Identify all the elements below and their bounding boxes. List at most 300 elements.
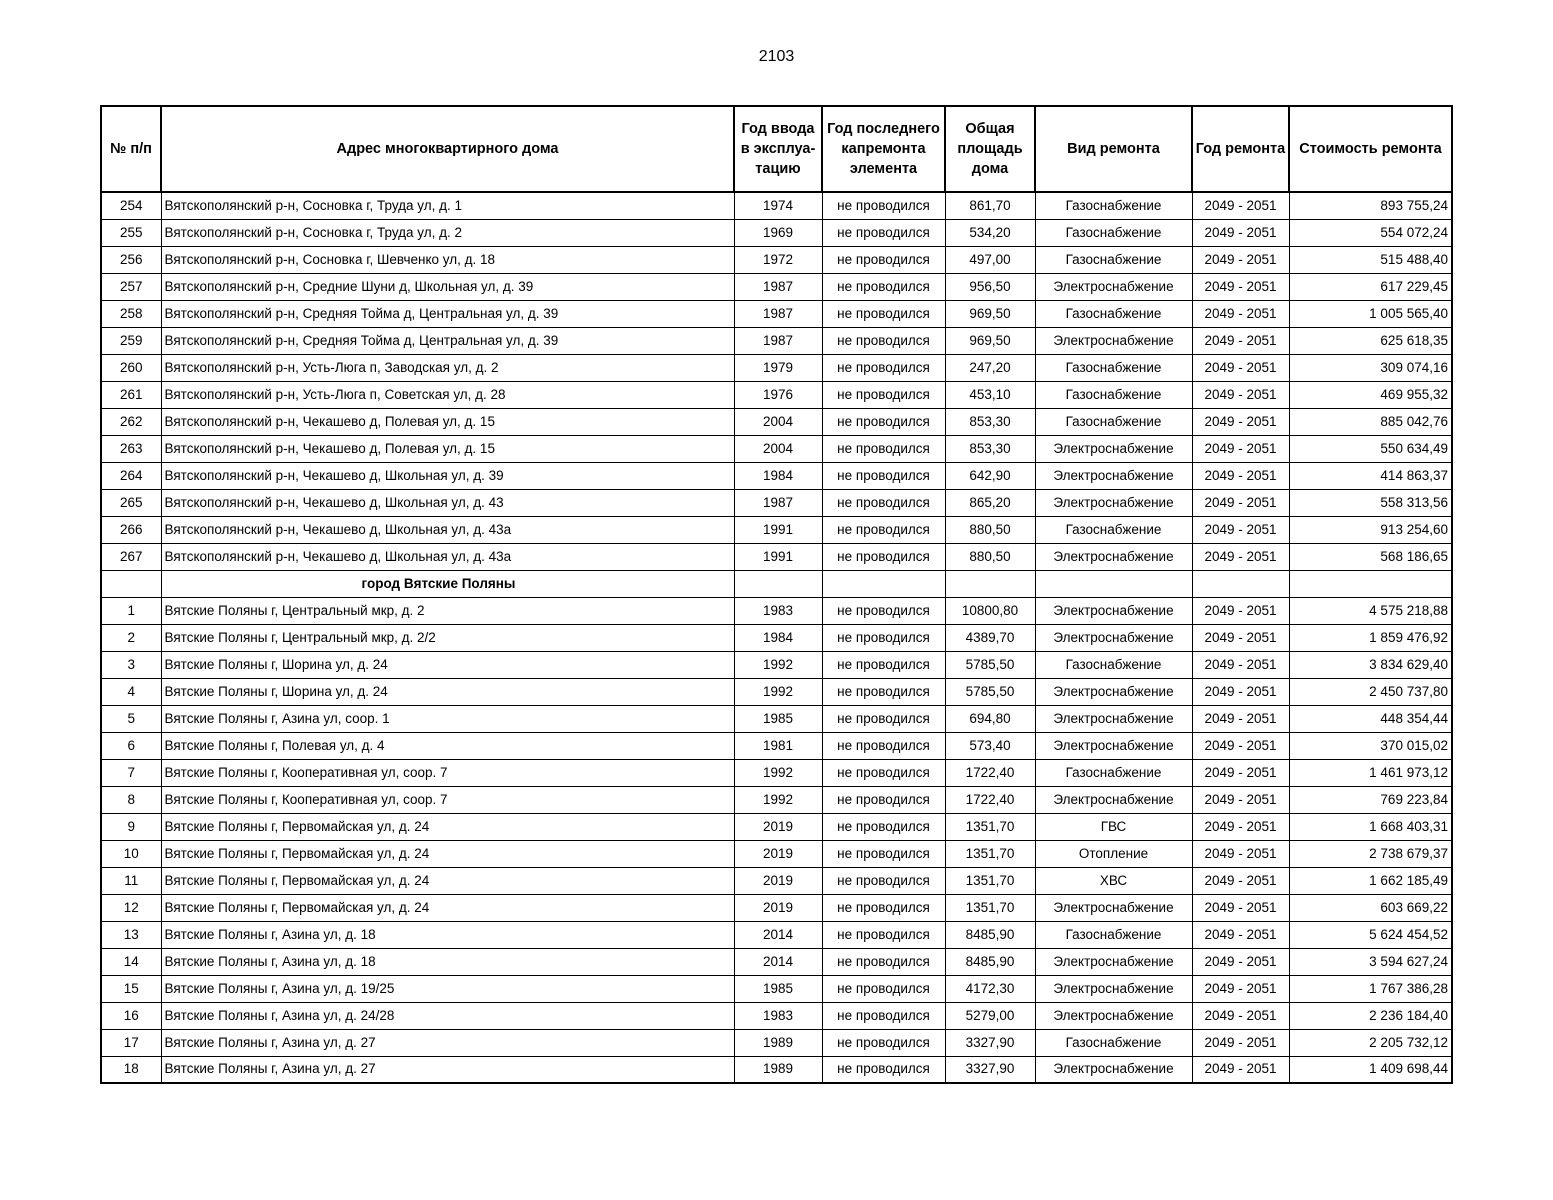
cell-year-built: 1992 [734, 651, 822, 678]
cell-address: Вятские Поляны г, Азина ул, д. 27 [161, 1029, 734, 1056]
cell-address: Вятскополянский р-н, Чекашево д, Школьная ул, д. 43а [161, 516, 734, 543]
cell-cost: 1 668 403,31 [1289, 813, 1452, 840]
table-row [101, 543, 1452, 570]
cell-repair-type: Электроснабжение [1035, 786, 1192, 813]
cell-last-repair: не проводился [822, 273, 945, 300]
repair-table [100, 105, 1453, 1084]
cell-address: Вятские Поляны г, Центральный мкр, д. 2/2 [161, 624, 734, 651]
cell-repair-year: 2049 - 2051 [1192, 948, 1289, 975]
cell-repair-year: 2049 - 2051 [1192, 651, 1289, 678]
cell-last-repair: не проводился [822, 516, 945, 543]
cell-cost: 913 254,60 [1289, 516, 1452, 543]
cell-year-built: 1992 [734, 678, 822, 705]
page-number: 2103 [758, 48, 795, 65]
cell-address: Вятскополянский р-н, Чекашево д, Школьная ул, д. 43 [161, 489, 734, 516]
cell-address: Вятские Поляны г, Кооперативная ул, соор. 7 [161, 786, 734, 813]
cell-num: 262 [101, 408, 161, 435]
cell-repair-year: 2049 - 2051 [1192, 975, 1289, 1002]
cell-repair-type: Электроснабжение [1035, 327, 1192, 354]
cell-repair-year: 2049 - 2051 [1192, 489, 1289, 516]
cell-address: Вятскополянский р-н, Средние Шуни д, Школьная ул, д. 39 [161, 273, 734, 300]
cell-repair-year: 2049 - 2051 [1192, 543, 1289, 570]
cell-last-repair: не проводился [822, 408, 945, 435]
cell-repair-year: 2049 - 2051 [1192, 1029, 1289, 1056]
cell-year-built: 1987 [734, 273, 822, 300]
cell-area: 861,70 [945, 192, 1035, 219]
header-cost: Стоимость ремонта [1289, 106, 1452, 192]
cell-address: Вятскополянский р-н, Усть-Люга п, Советская ул, д. 28 [161, 381, 734, 408]
table-row [101, 435, 1452, 462]
cell-last-repair: не проводился [822, 651, 945, 678]
cell-cost: 603 669,22 [1289, 894, 1452, 921]
cell-num: 256 [101, 246, 161, 273]
cell-repair-type: Отопление [1035, 840, 1192, 867]
cell-last-repair: не проводился [822, 597, 945, 624]
cell-repair-year: 2049 - 2051 [1192, 759, 1289, 786]
cell-cost: 515 488,40 [1289, 246, 1452, 273]
cell-address: Вятскополянский р-н, Усть-Люга п, Заводская ул, д. 2 [161, 354, 734, 381]
cell-num: 265 [101, 489, 161, 516]
cell-num: 14 [101, 948, 161, 975]
cell-repair-type: Газоснабжение [1035, 300, 1192, 327]
cell-num: 266 [101, 516, 161, 543]
cell-repair-year: 2049 - 2051 [1192, 1002, 1289, 1029]
cell-cost: 370 015,02 [1289, 732, 1452, 759]
cell-cost: 3 834 629,40 [1289, 651, 1452, 678]
cell-repair-type: Электроснабжение [1035, 543, 1192, 570]
cell-repair-type: Газоснабжение [1035, 1029, 1192, 1056]
cell-year-built: 1974 [734, 192, 822, 219]
cell-area: 969,50 [945, 327, 1035, 354]
cell-area: 8485,90 [945, 948, 1035, 975]
cell-cost: 568 186,65 [1289, 543, 1452, 570]
cell-repair-year: 2049 - 2051 [1192, 327, 1289, 354]
table-row [101, 327, 1452, 354]
cell-repair-type: Электроснабжение [1035, 705, 1192, 732]
cell-area: 853,30 [945, 435, 1035, 462]
cell-cost: 2 236 184,40 [1289, 1002, 1452, 1029]
cell-repair-year: 2049 - 2051 [1192, 354, 1289, 381]
cell-year-built: 1992 [734, 786, 822, 813]
cell-cost: 3 594 627,24 [1289, 948, 1452, 975]
table-row [101, 975, 1452, 1002]
table-row [101, 705, 1452, 732]
cell-repair-year: 2049 - 2051 [1192, 867, 1289, 894]
cell-num: 17 [101, 1029, 161, 1056]
cell-num: 3 [101, 651, 161, 678]
cell-last-repair: не проводился [822, 921, 945, 948]
cell-repair-type: Электроснабжение [1035, 732, 1192, 759]
cell-repair-type: Электроснабжение [1035, 1056, 1192, 1083]
cell-repair-type: Газоснабжение [1035, 354, 1192, 381]
cell-year-built: 1987 [734, 300, 822, 327]
cell-last-repair: не проводился [822, 894, 945, 921]
cell-num: 261 [101, 381, 161, 408]
cell-num: 259 [101, 327, 161, 354]
cell-area: 8485,90 [945, 921, 1035, 948]
cell-repair-type: Газоснабжение [1035, 192, 1192, 219]
cell-last-repair: не проводился [822, 246, 945, 273]
cell-area: 853,30 [945, 408, 1035, 435]
table-row [101, 786, 1452, 813]
cell-cost: 2 450 737,80 [1289, 678, 1452, 705]
table-row [101, 759, 1452, 786]
cell-repair-type: Газоснабжение [1035, 219, 1192, 246]
cell-last-repair: не проводился [822, 543, 945, 570]
cell-area: 497,00 [945, 246, 1035, 273]
table-row [101, 489, 1452, 516]
cell-last-repair: не проводился [822, 759, 945, 786]
cell-area: 1722,40 [945, 759, 1035, 786]
table-row [101, 624, 1452, 651]
table-row [101, 678, 1452, 705]
table-row [101, 354, 1452, 381]
cell-last-repair: не проводился [822, 1002, 945, 1029]
cell-year-built: 1972 [734, 246, 822, 273]
cell-last-repair: не проводился [822, 840, 945, 867]
cell-address: Вятские Поляны г, Первомайская ул, д. 24 [161, 813, 734, 840]
cell-repair-type: Газоснабжение [1035, 921, 1192, 948]
cell-year-built: 1976 [734, 381, 822, 408]
cell-repair-type: Электроснабжение [1035, 894, 1192, 921]
section-empty-cell [1289, 570, 1452, 597]
cell-area: 1351,70 [945, 894, 1035, 921]
cell-area: 642,90 [945, 462, 1035, 489]
cell-num: 18 [101, 1056, 161, 1083]
cell-year-built: 2004 [734, 435, 822, 462]
table-row [101, 813, 1452, 840]
cell-address: Вятские Поляны г, Шорина ул, д. 24 [161, 651, 734, 678]
cell-year-built: 2019 [734, 867, 822, 894]
cell-address: Вятские Поляны г, Азина ул, д. 18 [161, 921, 734, 948]
header-address: Адрес многоквартирного дома [161, 106, 734, 192]
cell-cost: 414 863,37 [1289, 462, 1452, 489]
cell-repair-year: 2049 - 2051 [1192, 408, 1289, 435]
cell-address: Вятские Поляны г, Центральный мкр, д. 2 [161, 597, 734, 624]
cell-repair-year: 2049 - 2051 [1192, 705, 1289, 732]
cell-address: Вятские Поляны г, Азина ул, д. 19/25 [161, 975, 734, 1002]
cell-area: 453,10 [945, 381, 1035, 408]
cell-cost: 448 354,44 [1289, 705, 1452, 732]
table-row [101, 867, 1452, 894]
cell-year-built: 1989 [734, 1029, 822, 1056]
cell-last-repair: не проводился [822, 489, 945, 516]
cell-year-built: 1985 [734, 975, 822, 1002]
cell-num: 13 [101, 921, 161, 948]
section-empty-cell [822, 570, 945, 597]
header-area: Общая площадь дома [945, 106, 1035, 192]
cell-cost: 558 313,56 [1289, 489, 1452, 516]
cell-year-built: 2014 [734, 921, 822, 948]
cell-area: 880,50 [945, 516, 1035, 543]
cell-repair-year: 2049 - 2051 [1192, 219, 1289, 246]
cell-year-built: 1981 [734, 732, 822, 759]
cell-cost: 469 955,32 [1289, 381, 1452, 408]
cell-repair-type: Электроснабжение [1035, 1002, 1192, 1029]
cell-last-repair: не проводился [822, 354, 945, 381]
cell-cost: 5 624 454,52 [1289, 921, 1452, 948]
cell-last-repair: не проводился [822, 867, 945, 894]
cell-cost: 550 634,49 [1289, 435, 1452, 462]
cell-num: 5 [101, 705, 161, 732]
cell-last-repair: не проводился [822, 327, 945, 354]
cell-last-repair: не проводился [822, 1056, 945, 1083]
cell-address: Вятскополянский р-н, Чекашево д, Школьная ул, д. 39 [161, 462, 734, 489]
cell-year-built: 1985 [734, 705, 822, 732]
cell-last-repair: не проводился [822, 435, 945, 462]
cell-address: Вятскополянский р-н, Сосновка г, Труда ул, д. 2 [161, 219, 734, 246]
cell-year-built: 1984 [734, 624, 822, 651]
cell-num: 257 [101, 273, 161, 300]
cell-cost: 625 618,35 [1289, 327, 1452, 354]
header-repair-year: Год ремонта [1192, 106, 1289, 192]
cell-cost: 554 072,24 [1289, 219, 1452, 246]
header-repair-type: Вид ремонта [1035, 106, 1192, 192]
section-empty-cell [945, 570, 1035, 597]
cell-last-repair: не проводился [822, 192, 945, 219]
cell-repair-year: 2049 - 2051 [1192, 381, 1289, 408]
table-row [101, 894, 1452, 921]
cell-repair-year: 2049 - 2051 [1192, 300, 1289, 327]
cell-year-built: 1989 [734, 1056, 822, 1083]
cell-area: 5785,50 [945, 678, 1035, 705]
cell-num: 6 [101, 732, 161, 759]
cell-address: Вятские Поляны г, Полевая ул, д. 4 [161, 732, 734, 759]
table-row [101, 246, 1452, 273]
cell-num: 16 [101, 1002, 161, 1029]
cell-repair-type: ГВС [1035, 813, 1192, 840]
header-last-repair: Год последнего капремонта элемента [822, 106, 945, 192]
cell-num: 9 [101, 813, 161, 840]
cell-cost: 4 575 218,88 [1289, 597, 1452, 624]
section-row [101, 570, 1452, 597]
cell-repair-year: 2049 - 2051 [1192, 840, 1289, 867]
cell-address: Вятские Поляны г, Первомайская ул, д. 24 [161, 840, 734, 867]
table-row [101, 1056, 1452, 1083]
table-row [101, 840, 1452, 867]
cell-area: 1722,40 [945, 786, 1035, 813]
cell-address: Вятские Поляны г, Азина ул, соор. 1 [161, 705, 734, 732]
cell-repair-year: 2049 - 2051 [1192, 921, 1289, 948]
cell-num: 254 [101, 192, 161, 219]
cell-last-repair: не проводился [822, 975, 945, 1002]
cell-last-repair: не проводился [822, 948, 945, 975]
cell-area: 534,20 [945, 219, 1035, 246]
cell-repair-type: Газоснабжение [1035, 246, 1192, 273]
cell-address: Вятскополянский р-н, Чекашево д, Полевая ул, д. 15 [161, 408, 734, 435]
table-row [101, 732, 1452, 759]
cell-address: Вятские Поляны г, Азина ул, д. 18 [161, 948, 734, 975]
table-row [101, 948, 1452, 975]
cell-last-repair: не проводился [822, 219, 945, 246]
cell-num: 4 [101, 678, 161, 705]
table-row [101, 651, 1452, 678]
cell-last-repair: не проводился [822, 462, 945, 489]
cell-area: 4389,70 [945, 624, 1035, 651]
cell-address: Вятские Поляны г, Шорина ул, д. 24 [161, 678, 734, 705]
cell-num: 2 [101, 624, 161, 651]
cell-area: 5279,00 [945, 1002, 1035, 1029]
cell-address: Вятскополянский р-н, Средняя Тойма д, Центральная ул, д. 39 [161, 327, 734, 354]
cell-year-built: 1991 [734, 516, 822, 543]
cell-area: 4172,30 [945, 975, 1035, 1002]
cell-repair-year: 2049 - 2051 [1192, 192, 1289, 219]
table-row [101, 381, 1452, 408]
cell-address: Вятскополянский р-н, Сосновка г, Шевченко ул, д. 18 [161, 246, 734, 273]
cell-area: 880,50 [945, 543, 1035, 570]
cell-address: Вятскополянский р-н, Чекашево д, Полевая ул, д. 15 [161, 435, 734, 462]
cell-cost: 1 409 698,44 [1289, 1056, 1452, 1083]
cell-cost: 1 461 973,12 [1289, 759, 1452, 786]
cell-year-built: 1992 [734, 759, 822, 786]
cell-last-repair: не проводился [822, 381, 945, 408]
cell-cost: 617 229,45 [1289, 273, 1452, 300]
header-row [101, 106, 1452, 192]
cell-repair-type: Электроснабжение [1035, 435, 1192, 462]
cell-cost: 2 738 679,37 [1289, 840, 1452, 867]
cell-repair-type: Электроснабжение [1035, 678, 1192, 705]
cell-year-built: 1984 [734, 462, 822, 489]
cell-cost: 1 767 386,28 [1289, 975, 1452, 1002]
cell-year-built: 1987 [734, 489, 822, 516]
cell-cost: 885 042,76 [1289, 408, 1452, 435]
cell-address: Вятские Поляны г, Азина ул, д. 27 [161, 1056, 734, 1083]
cell-repair-type: Электроснабжение [1035, 597, 1192, 624]
cell-cost: 769 223,84 [1289, 786, 1452, 813]
section-title: город Вятские Поляны [161, 570, 734, 597]
cell-num: 7 [101, 759, 161, 786]
cell-repair-type: Газоснабжение [1035, 516, 1192, 543]
table-body [101, 192, 1452, 1083]
cell-repair-year: 2049 - 2051 [1192, 894, 1289, 921]
cell-repair-year: 2049 - 2051 [1192, 273, 1289, 300]
cell-year-built: 1987 [734, 327, 822, 354]
cell-address: Вятскополянский р-н, Средняя Тойма д, Центральная ул, д. 39 [161, 300, 734, 327]
cell-cost: 2 205 732,12 [1289, 1029, 1452, 1056]
cell-repair-type: Газоснабжение [1035, 759, 1192, 786]
table-row [101, 219, 1452, 246]
cell-cost: 893 755,24 [1289, 192, 1452, 219]
cell-area: 10800,80 [945, 597, 1035, 624]
cell-last-repair: не проводился [822, 300, 945, 327]
cell-last-repair: не проводился [822, 678, 945, 705]
cell-area: 956,50 [945, 273, 1035, 300]
cell-num: 264 [101, 462, 161, 489]
cell-repair-type: Газоснабжение [1035, 381, 1192, 408]
cell-area: 3327,90 [945, 1056, 1035, 1083]
cell-num: 263 [101, 435, 161, 462]
cell-repair-type: Газоснабжение [1035, 408, 1192, 435]
cell-year-built: 2019 [734, 840, 822, 867]
cell-repair-year: 2049 - 2051 [1192, 435, 1289, 462]
section-empty-cell [1192, 570, 1289, 597]
cell-num: 1 [101, 597, 161, 624]
cell-num: 11 [101, 867, 161, 894]
cell-last-repair: не проводился [822, 786, 945, 813]
cell-repair-type: Электроснабжение [1035, 273, 1192, 300]
cell-repair-type: Газоснабжение [1035, 651, 1192, 678]
table-row [101, 462, 1452, 489]
header-year-built: Год ввода в эксплуа-тацию [734, 106, 822, 192]
cell-repair-type: Электроснабжение [1035, 975, 1192, 1002]
cell-repair-year: 2049 - 2051 [1192, 624, 1289, 651]
section-empty-cell [1035, 570, 1192, 597]
cell-year-built: 2019 [734, 894, 822, 921]
cell-address: Вятскополянский р-н, Сосновка г, Труда ул, д. 1 [161, 192, 734, 219]
cell-area: 1351,70 [945, 813, 1035, 840]
cell-repair-type: ХВС [1035, 867, 1192, 894]
cell-year-built: 1991 [734, 543, 822, 570]
cell-address: Вятскополянский р-н, Чекашево д, Школьная ул, д. 43а [161, 543, 734, 570]
cell-area: 3327,90 [945, 1029, 1035, 1056]
cell-last-repair: не проводился [822, 732, 945, 759]
cell-address: Вятские Поляны г, Азина ул, д. 24/28 [161, 1002, 734, 1029]
cell-repair-type: Электроснабжение [1035, 462, 1192, 489]
cell-num: 12 [101, 894, 161, 921]
cell-year-built: 1983 [734, 1002, 822, 1029]
cell-repair-type: Электроснабжение [1035, 948, 1192, 975]
cell-repair-year: 2049 - 2051 [1192, 732, 1289, 759]
cell-area: 865,20 [945, 489, 1035, 516]
table-row [101, 921, 1452, 948]
cell-repair-year: 2049 - 2051 [1192, 597, 1289, 624]
header-num: № п/п [101, 106, 161, 192]
cell-repair-year: 2049 - 2051 [1192, 786, 1289, 813]
cell-cost: 1 859 476,92 [1289, 624, 1452, 651]
cell-year-built: 1969 [734, 219, 822, 246]
cell-num: 260 [101, 354, 161, 381]
cell-repair-year: 2049 - 2051 [1192, 516, 1289, 543]
table-row [101, 516, 1452, 543]
cell-area: 247,20 [945, 354, 1035, 381]
cell-address: Вятские Поляны г, Первомайская ул, д. 24 [161, 894, 734, 921]
table-row [101, 1002, 1452, 1029]
cell-last-repair: не проводился [822, 705, 945, 732]
cell-repair-year: 2049 - 2051 [1192, 462, 1289, 489]
table-row [101, 300, 1452, 327]
cell-area: 694,80 [945, 705, 1035, 732]
cell-cost: 1 005 565,40 [1289, 300, 1452, 327]
cell-last-repair: не проводился [822, 624, 945, 651]
cell-num: 267 [101, 543, 161, 570]
cell-year-built: 2019 [734, 813, 822, 840]
cell-repair-year: 2049 - 2051 [1192, 678, 1289, 705]
cell-cost: 309 074,16 [1289, 354, 1452, 381]
table-row [101, 192, 1452, 219]
cell-year-built: 2004 [734, 408, 822, 435]
cell-area: 969,50 [945, 300, 1035, 327]
cell-area: 1351,70 [945, 840, 1035, 867]
cell-num: 10 [101, 840, 161, 867]
cell-last-repair: не проводился [822, 813, 945, 840]
cell-repair-year: 2049 - 2051 [1192, 1056, 1289, 1083]
cell-repair-type: Электроснабжение [1035, 489, 1192, 516]
table-row [101, 273, 1452, 300]
cell-cost: 1 662 185,49 [1289, 867, 1452, 894]
cell-address: Вятские Поляны г, Первомайская ул, д. 24 [161, 867, 734, 894]
cell-last-repair: не проводился [822, 1029, 945, 1056]
cell-area: 1351,70 [945, 867, 1035, 894]
cell-area: 5785,50 [945, 651, 1035, 678]
cell-year-built: 1983 [734, 597, 822, 624]
cell-num: 15 [101, 975, 161, 1002]
table-row [101, 408, 1452, 435]
section-empty-cell [734, 570, 822, 597]
cell-year-built: 2014 [734, 948, 822, 975]
cell-area: 573,40 [945, 732, 1035, 759]
cell-num: 258 [101, 300, 161, 327]
cell-repair-type: Электроснабжение [1035, 624, 1192, 651]
